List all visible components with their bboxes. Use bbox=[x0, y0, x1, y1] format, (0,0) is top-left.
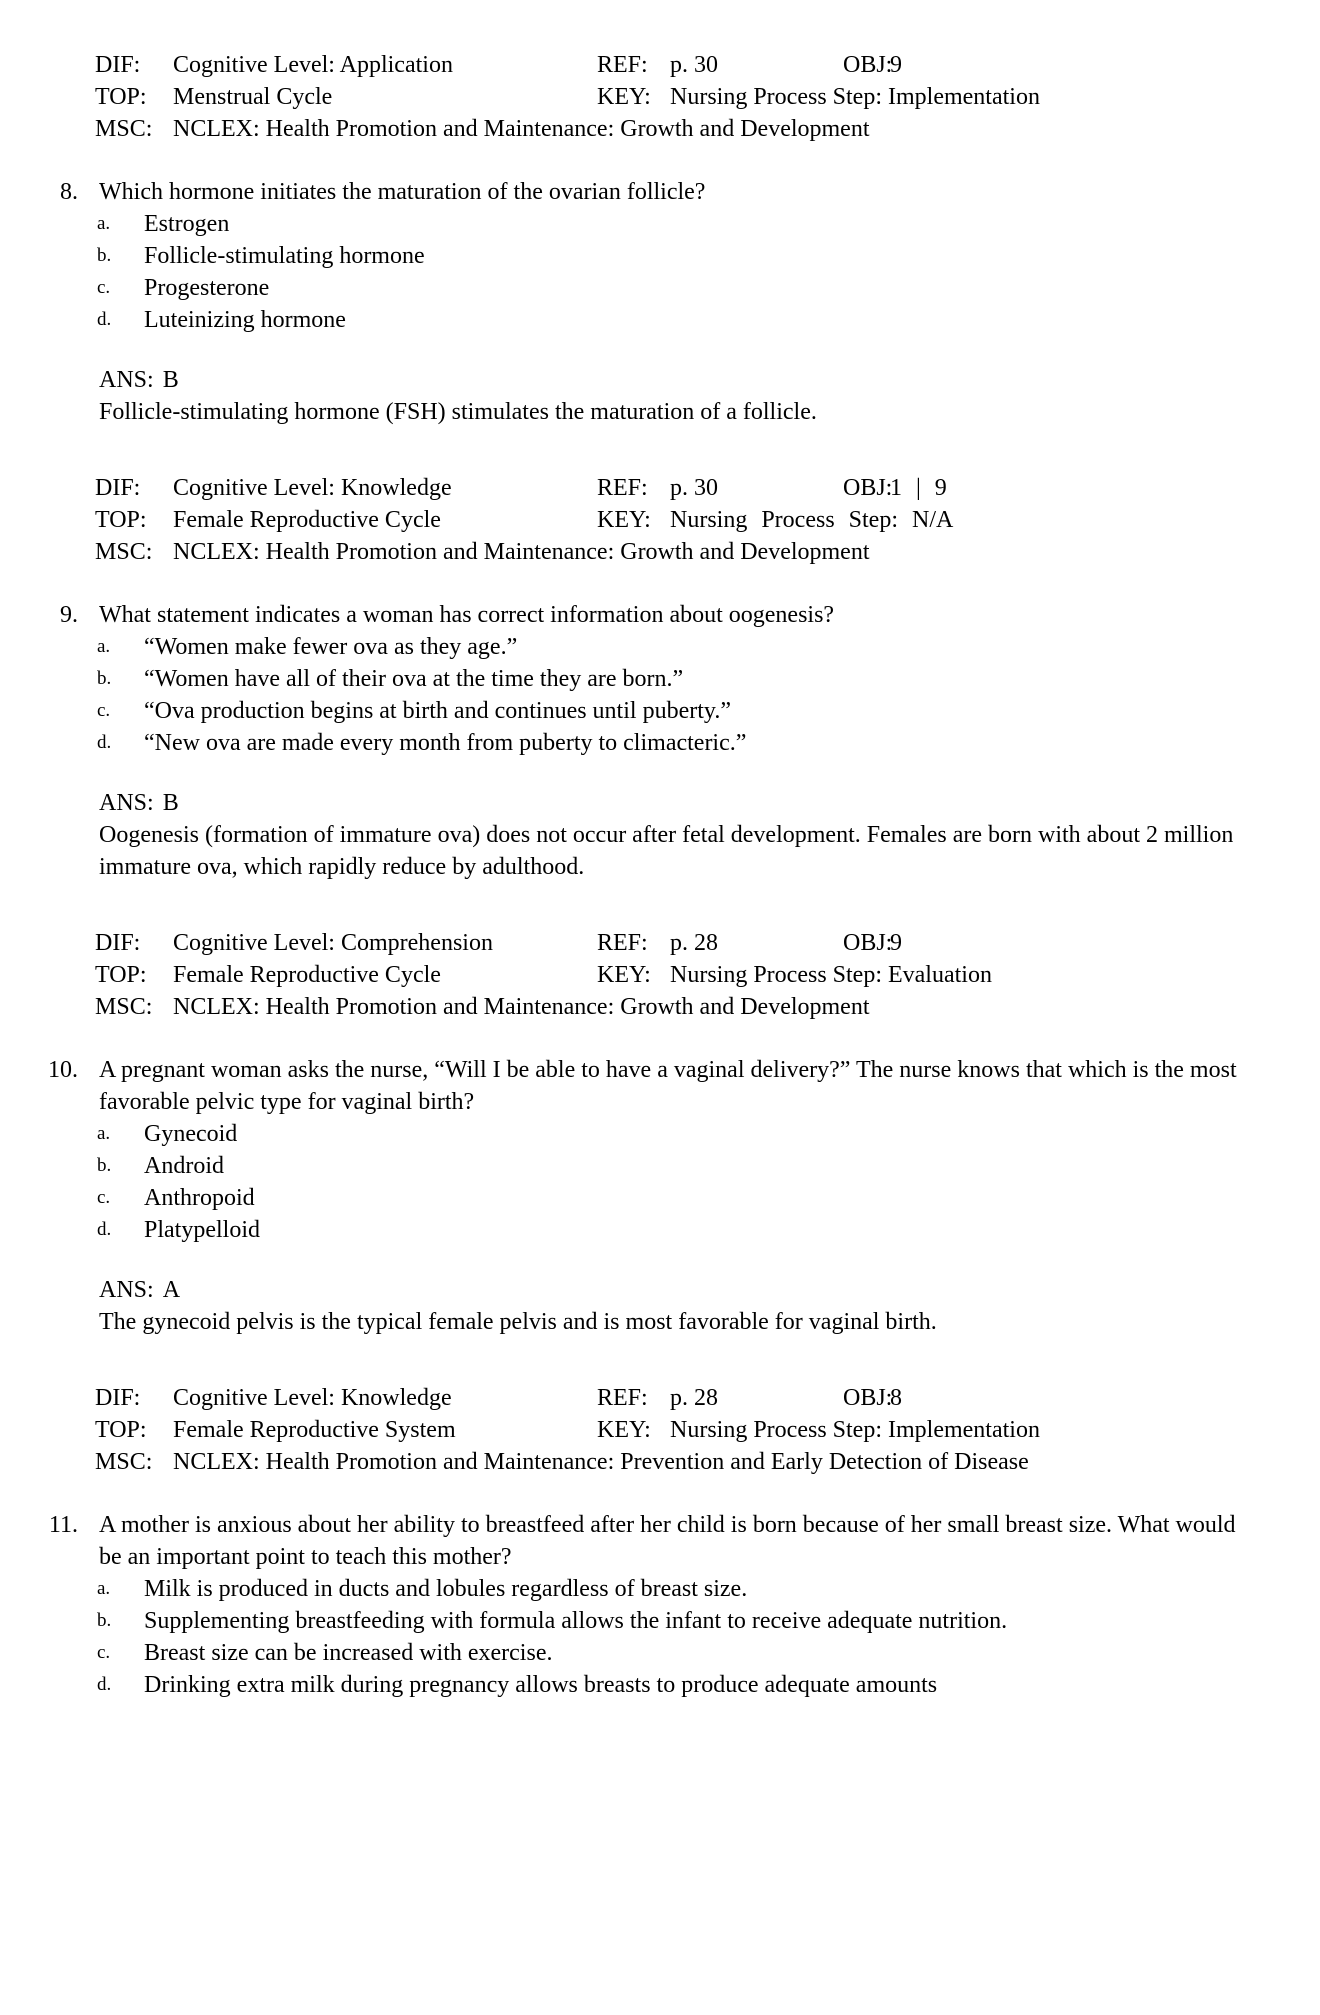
dif-value: Cognitive Level: Knowledge bbox=[173, 1385, 452, 1411]
answer-option-c bbox=[99, 1182, 1320, 1214]
dif-label: DIF: bbox=[95, 52, 141, 78]
top-value: Female Reproductive Cycle bbox=[173, 962, 441, 988]
option-letter: d. bbox=[97, 732, 112, 753]
msc-label: MSC: bbox=[95, 116, 153, 142]
rationale-text: Follicle-stimulating hormone (FSH) stimulates the maturation of a follicle. bbox=[99, 399, 817, 425]
dif-value: Cognitive Level: Application bbox=[173, 52, 453, 78]
meta-row-top bbox=[95, 1414, 1320, 1446]
question-metadata-block bbox=[95, 1382, 1320, 1478]
question-text: What statement indicates a woman has correct information about oogenesis? bbox=[99, 602, 835, 628]
question-block bbox=[48, 1509, 1320, 1701]
meta-row-msc bbox=[95, 113, 1320, 145]
obj-group bbox=[843, 927, 902, 959]
option-letter: a. bbox=[97, 1123, 111, 1144]
ans-value: A bbox=[162, 1277, 181, 1303]
question-metadata-block bbox=[95, 472, 1320, 568]
msc-label: MSC: bbox=[95, 994, 153, 1020]
key-label: KEY: bbox=[597, 84, 651, 110]
top-label: TOP: bbox=[95, 84, 147, 110]
meta-row-dif bbox=[95, 927, 1320, 959]
answer-block bbox=[99, 1274, 1320, 1338]
ref-group bbox=[597, 927, 718, 959]
top-label: TOP: bbox=[95, 962, 147, 988]
meta-row-msc bbox=[95, 991, 1320, 1023]
rationale-text: Oogenesis (formation of immature ova) does not occur after fetal development. Females are born with about 2 million immature ova, which rapidly reduce by adulthood. bbox=[99, 822, 1234, 880]
msc-value: NCLEX: Health Promotion and Maintenance: Growth and Development bbox=[173, 994, 870, 1020]
key-label: KEY: bbox=[597, 962, 651, 988]
ref-group bbox=[597, 1382, 718, 1414]
answer-option-a bbox=[99, 631, 1320, 663]
question-text: A mother is anxious about her ability to breastfeed after her child is born because of her small breast size. What would be an important point to teach this mother? bbox=[99, 1512, 1236, 1570]
ref-value: p. 30 bbox=[670, 475, 718, 501]
answer-block bbox=[99, 787, 1320, 883]
obj-label: OBJ: bbox=[843, 475, 893, 501]
answer-option-a bbox=[99, 1118, 1320, 1150]
meta-row-top bbox=[95, 81, 1320, 113]
option-letter: c. bbox=[97, 700, 111, 721]
option-letter: b. bbox=[97, 245, 112, 266]
option-letter: b. bbox=[97, 1610, 112, 1631]
option-text: Follicle-stimulating hormone bbox=[144, 243, 425, 269]
ref-label: REF: bbox=[597, 475, 648, 501]
top-value: Menstrual Cycle bbox=[173, 84, 333, 110]
option-letter: c. bbox=[97, 1642, 111, 1663]
top-label: TOP: bbox=[95, 1417, 147, 1443]
answer-option-b bbox=[99, 663, 1320, 695]
option-letter: c. bbox=[97, 277, 111, 298]
dif-label: DIF: bbox=[95, 1385, 141, 1411]
option-letter: a. bbox=[97, 636, 111, 657]
msc-value: NCLEX: Health Promotion and Maintenance: Growth and Development bbox=[173, 539, 870, 565]
answer-option-c bbox=[99, 695, 1320, 727]
answer-line bbox=[99, 364, 1320, 396]
key-group bbox=[597, 1414, 1040, 1446]
option-text: Supplementing breastfeeding with formula allows the infant to receive adequate nutrition. bbox=[144, 1608, 1008, 1634]
question-stem bbox=[48, 1509, 1320, 1573]
question-metadata-block bbox=[95, 927, 1320, 1023]
key-value: Nursing Process Step: Implementation bbox=[670, 1417, 1040, 1443]
ref-label: REF: bbox=[597, 52, 648, 78]
dif-value: Cognitive Level: Comprehension bbox=[173, 930, 493, 956]
top-label: TOP: bbox=[95, 507, 147, 533]
option-text: “New ova are made every month from puberty to climacteric.” bbox=[144, 730, 747, 756]
option-text: “Women make fewer ova as they age.” bbox=[144, 634, 518, 660]
answer-option-a bbox=[99, 1573, 1320, 1605]
option-text: Milk is produced in ducts and lobules regardless of breast size. bbox=[144, 1576, 748, 1602]
question-text: A pregnant woman asks the nurse, “Will I be able to have a vaginal delivery?” The nurse knows that which is the most favorable pelvic type for vaginal birth? bbox=[99, 1057, 1237, 1115]
dif-label: DIF: bbox=[95, 930, 141, 956]
option-letter: d. bbox=[97, 309, 112, 330]
question-number: 11. bbox=[48, 1512, 78, 1538]
obj-value: 1 | 9 bbox=[890, 475, 947, 501]
option-letter: d. bbox=[97, 1219, 112, 1240]
answer-option-d bbox=[99, 304, 1320, 336]
key-label: KEY: bbox=[597, 1417, 651, 1443]
question-number: 10. bbox=[48, 1057, 78, 1083]
option-text: Android bbox=[144, 1153, 224, 1179]
key-group bbox=[597, 504, 953, 536]
obj-value: 9 bbox=[890, 52, 902, 78]
answer-option-b bbox=[99, 1150, 1320, 1182]
ref-value: p. 30 bbox=[670, 52, 718, 78]
obj-group bbox=[843, 472, 947, 504]
option-text: Progesterone bbox=[144, 275, 270, 301]
option-text: Estrogen bbox=[144, 211, 230, 237]
option-text: Platypelloid bbox=[144, 1217, 260, 1243]
ans-label: ANS: bbox=[99, 790, 154, 816]
answer-option-b bbox=[99, 240, 1320, 272]
question-block bbox=[48, 1054, 1320, 1246]
key-label: KEY: bbox=[597, 507, 651, 533]
option-text: Anthropoid bbox=[144, 1185, 255, 1211]
obj-value: 8 bbox=[890, 1385, 902, 1411]
option-text: Drinking extra milk during pregnancy allows breasts to produce adequate amounts bbox=[144, 1672, 938, 1698]
question-block bbox=[60, 599, 1320, 759]
meta-row-dif bbox=[95, 49, 1320, 81]
option-letter: b. bbox=[97, 1155, 112, 1176]
answer-option-c bbox=[99, 1637, 1320, 1669]
obj-label: OBJ: bbox=[843, 930, 893, 956]
question-text: Which hormone initiates the maturation of the ovarian follicle? bbox=[99, 179, 706, 205]
ref-group bbox=[597, 49, 718, 81]
answer-option-a bbox=[99, 208, 1320, 240]
meta-row-dif bbox=[95, 1382, 1320, 1414]
option-text: “Ova production begins at birth and continues until puberty.” bbox=[144, 698, 731, 724]
question-block bbox=[60, 176, 1320, 336]
option-letter: d. bbox=[97, 1674, 112, 1695]
option-text: Gynecoid bbox=[144, 1121, 238, 1147]
answer-block bbox=[99, 364, 1320, 428]
ans-value: B bbox=[162, 790, 179, 816]
ref-value: p. 28 bbox=[670, 930, 718, 956]
obj-value: 9 bbox=[890, 930, 902, 956]
meta-row-top bbox=[95, 504, 1320, 536]
answer-option-c bbox=[99, 272, 1320, 304]
ans-label: ANS: bbox=[99, 1277, 154, 1303]
question-number: 9. bbox=[60, 602, 78, 628]
key-group bbox=[597, 959, 992, 991]
question-metadata-block bbox=[95, 49, 1320, 145]
msc-value: NCLEX: Health Promotion and Maintenance: Prevention and Early Detection of Disease bbox=[173, 1449, 1029, 1475]
obj-group bbox=[843, 49, 902, 81]
meta-row-msc bbox=[95, 1446, 1320, 1478]
meta-row-dif bbox=[95, 472, 1320, 504]
obj-label: OBJ: bbox=[843, 52, 893, 78]
ref-label: REF: bbox=[597, 930, 648, 956]
question-stem bbox=[48, 1054, 1320, 1118]
answer-option-b bbox=[99, 1605, 1320, 1637]
meta-row-top bbox=[95, 959, 1320, 991]
answer-line bbox=[99, 787, 1320, 819]
option-text: Breast size can be increased with exercise. bbox=[144, 1640, 553, 1666]
option-letter: a. bbox=[97, 1578, 111, 1599]
answer-option-d bbox=[99, 1669, 1320, 1701]
ans-value: B bbox=[162, 367, 179, 393]
obj-group bbox=[843, 1382, 902, 1414]
answer-line bbox=[99, 1274, 1320, 1306]
ans-label: ANS: bbox=[99, 367, 154, 393]
obj-label: OBJ: bbox=[843, 1385, 893, 1411]
meta-row-msc bbox=[95, 536, 1320, 568]
option-letter: c. bbox=[97, 1187, 111, 1208]
rationale-text: The gynecoid pelvis is the typical female pelvis and is most favorable for vaginal birth. bbox=[99, 1309, 937, 1335]
option-letter: b. bbox=[97, 668, 112, 689]
question-stem bbox=[60, 176, 1320, 208]
top-value: Female Reproductive System bbox=[173, 1417, 456, 1443]
dif-label: DIF: bbox=[95, 475, 141, 501]
ref-value: p. 28 bbox=[670, 1385, 718, 1411]
key-group bbox=[597, 81, 1040, 113]
answer-option-d bbox=[99, 727, 1320, 759]
msc-value: NCLEX: Health Promotion and Maintenance: Growth and Development bbox=[173, 116, 870, 142]
ref-group bbox=[597, 472, 718, 504]
msc-label: MSC: bbox=[95, 1449, 153, 1475]
key-value: Nursing Process Step: N/A bbox=[670, 507, 954, 533]
option-letter: a. bbox=[97, 213, 111, 234]
answer-option-d bbox=[99, 1214, 1320, 1246]
question-number: 8. bbox=[60, 179, 78, 205]
dif-value: Cognitive Level: Knowledge bbox=[173, 475, 452, 501]
key-value: Nursing Process Step: Implementation bbox=[670, 84, 1040, 110]
option-text: Luteinizing hormone bbox=[144, 307, 346, 333]
top-value: Female Reproductive Cycle bbox=[173, 507, 441, 533]
question-stem bbox=[60, 599, 1320, 631]
option-text: “Women have all of their ova at the time they are born.” bbox=[144, 666, 684, 692]
ref-label: REF: bbox=[597, 1385, 648, 1411]
msc-label: MSC: bbox=[95, 539, 153, 565]
key-value: Nursing Process Step: Evaluation bbox=[670, 962, 992, 988]
